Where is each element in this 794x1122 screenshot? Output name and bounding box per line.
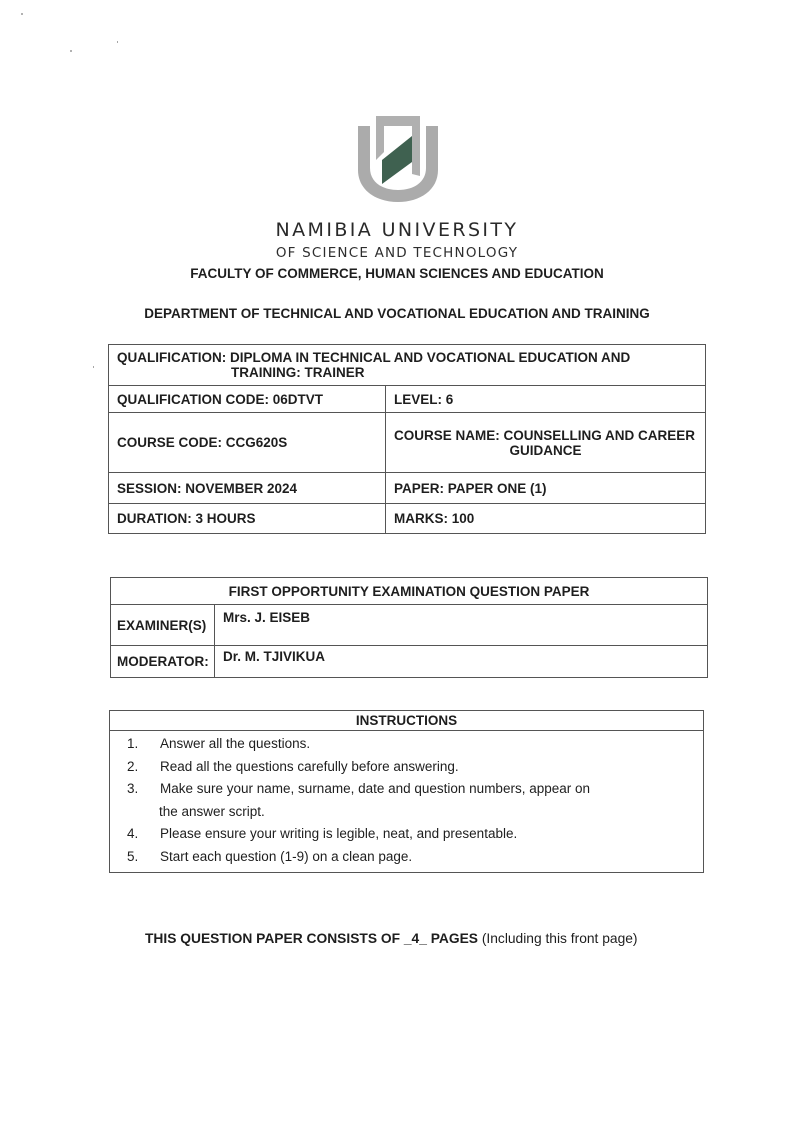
examiner-row bbox=[111, 605, 708, 646]
instruction-text: Please ensure your writing is legible, neat, and presentable. bbox=[160, 826, 518, 841]
instruction-item bbox=[118, 823, 695, 846]
instructions-title: INSTRUCTIONS bbox=[110, 711, 704, 731]
instruction-number: 4. bbox=[127, 826, 139, 841]
page-count-note-text: (Including this front page) bbox=[477, 931, 638, 946]
course-name-line2: GUIDANCE bbox=[509, 442, 582, 458]
instructions-list bbox=[118, 733, 695, 868]
instruction-item bbox=[118, 846, 695, 869]
scan-speck bbox=[70, 50, 72, 52]
department-heading: DEPARTMENT OF TECHNICAL AND VOCATIONAL EDUCATION AND TRAINING bbox=[144, 306, 650, 321]
instruction-number: 2. bbox=[127, 758, 139, 774]
duration-marks-row bbox=[109, 504, 706, 534]
paper-cell: PAPER: PAPER ONE (1) bbox=[386, 473, 706, 504]
course-row bbox=[109, 413, 706, 473]
faculty-heading: FACULTY OF COMMERCE, HUMAN SCIENCES AND EDUCATION bbox=[190, 266, 604, 281]
moderator-row bbox=[111, 646, 708, 678]
session-paper-row bbox=[109, 473, 706, 504]
instruction-item bbox=[118, 756, 695, 779]
nust-shield-logo-icon bbox=[352, 112, 444, 204]
marks-cell: MARKS: 100 bbox=[386, 504, 706, 534]
instructions-body bbox=[110, 731, 704, 873]
page-count-bold: THIS QUESTION PAPER CONSISTS OF _4_ PAGES bbox=[145, 931, 478, 946]
exam-info-table bbox=[110, 577, 708, 678]
level-cell: LEVEL: 6 bbox=[386, 386, 706, 413]
instruction-text-continued: the answer script. bbox=[159, 803, 265, 819]
course-info-table bbox=[108, 344, 706, 534]
instruction-text-multiline bbox=[160, 778, 695, 823]
exam-title-cell: FIRST OPPORTUNITY EXAMINATION QUESTION PAPER bbox=[111, 578, 708, 605]
course-name-cell bbox=[386, 413, 706, 473]
instruction-text: Make sure your name, surname, date and question numbers, appear on bbox=[160, 781, 591, 796]
scan-speck bbox=[21, 13, 23, 15]
examiner-label: EXAMINER(S) bbox=[111, 605, 215, 646]
instruction-text: Start each question (1-9) on a clean page. bbox=[160, 848, 413, 864]
instructions-body-row bbox=[110, 731, 704, 873]
scan-speck bbox=[117, 41, 118, 43]
duration-cell: DURATION: 3 HOURS bbox=[109, 504, 386, 534]
university-name: NAMIBIA UNIVERSITY bbox=[275, 219, 519, 241]
scan-speck bbox=[93, 366, 94, 368]
exam-title-row bbox=[111, 578, 708, 605]
university-subtitle: OF SCIENCE AND TECHNOLOGY bbox=[275, 245, 519, 261]
instruction-number: 1. bbox=[127, 736, 139, 751]
qualification-line2: TRAINING: TRAINER bbox=[231, 365, 365, 380]
instructions-title-row bbox=[110, 711, 704, 731]
qualification-code-cell: QUALIFICATION CODE: 06DTVT bbox=[109, 386, 386, 413]
instruction-item bbox=[118, 733, 695, 756]
instruction-text: Read all the questions carefully before answering. bbox=[160, 758, 459, 774]
instruction-number: 5. bbox=[127, 848, 139, 864]
moderator-label: MODERATOR: bbox=[111, 646, 215, 678]
course-code-cell: COURSE CODE: CCG620S bbox=[109, 413, 386, 473]
course-name-line1: COURSE NAME: COUNSELLING AND CAREER bbox=[394, 427, 696, 443]
qualification-line1: QUALIFICATION: DIPLOMA IN TECHNICAL AND VOCATIONAL EDUCATION AND bbox=[117, 350, 631, 365]
instructions-table bbox=[109, 710, 704, 873]
qualification-cell bbox=[109, 345, 706, 386]
moderator-value: Dr. M. TJIVIKUA bbox=[215, 646, 708, 678]
page-count-note bbox=[145, 931, 638, 946]
session-cell: SESSION: NOVEMBER 2024 bbox=[109, 473, 386, 504]
code-level-row bbox=[109, 386, 706, 413]
instruction-number: 3. bbox=[127, 781, 139, 796]
examiner-value: Mrs. J. EISEB bbox=[215, 605, 708, 646]
qualification-row bbox=[109, 345, 706, 386]
instruction-text: Answer all the questions. bbox=[160, 736, 311, 751]
instruction-item bbox=[118, 778, 695, 823]
